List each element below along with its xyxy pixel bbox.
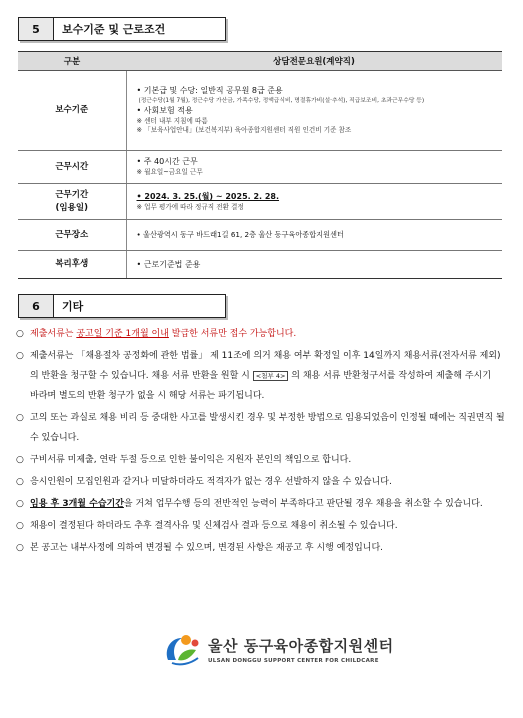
pay-note-guideline: ※ 「보육사업안내」(보건복지부) 육아종합지원센터 직원 인건비 기준 참조 [136,126,352,135]
column-header-position: 상담전문요원(계약직) [126,52,502,71]
circle-bullet-icon: ○ [16,499,24,509]
table-row-hours [18,151,502,184]
notice-item [16,408,506,448]
notice-4: 구비서류 미제출, 연락 두절 등으로 인한 불이익은 지원자 본인의 책임으로 합니다. [30,455,352,465]
period-note: ※ 업무 평가에 따라 정규직 전환 결정 [136,202,244,211]
notice-5: 응시인원이 모집인원과 같거나 미달하더라도 적격자가 없는 경우 선발하지 않을 수 있습니다. [30,477,392,487]
pay-base-salary: • 기본급 및 수당: 일반직 공무원 8급 준용 [136,86,283,96]
center-name-english: ULSAN DONGGU SUPPORT CENTER FOR CHILDCARE [208,657,379,664]
notice-1-c: 발급한 서류만 접수 가능합니다. [168,329,297,339]
table-row-welfare [18,251,502,279]
notice-item [16,494,506,514]
notice-item [16,516,506,536]
notice-item [16,346,506,406]
row-body-welfare: • 근로기준법 준용 [126,251,502,279]
circle-bullet-icon: ○ [16,543,24,553]
table-header-row [18,52,502,71]
conditions-table [18,51,502,279]
circle-bullet-icon: ○ [16,329,24,339]
row-label-period [18,184,126,220]
center-logo [162,630,394,668]
row-body-period [126,184,502,220]
row-body-place: • 울산광역시 동구 바드래1길 61, 2층 울산 동구육아종합지원센터 [126,220,502,251]
notice-3: 고의 또는 과실로 채용 비리 등 중대한 사고를 발생시킨 경우 및 부정한 방법으로 임용되었음이 인정될 때에는 직권면직 될 수 있습니다. [30,413,505,443]
hours-note: ※ 월요일~금요일 근무 [136,168,203,177]
table-row-period [18,184,502,220]
row-body-pay [126,71,502,151]
circle-bullet-icon: ○ [16,455,24,465]
circle-bullet-icon: ○ [16,351,24,361]
section-5-number: 5 [18,17,54,41]
row-label-place: 근무장소 [18,220,126,251]
table-row-place [18,220,502,251]
attachment-4-tag: <첨부 4> [253,371,289,381]
notice-6-b: 을 거쳐 업무수행 등의 전반적인 능력이 부족하다고 판단될 경우 채용을 취소할 수 있습니다. [123,499,483,509]
circle-bullet-icon: ○ [16,413,24,423]
notice-2-a: 제출서류는 「채용절차 공정화에 관한 법률」 제 11조에 의거 채용 여부 확정일 이후 14일까지 채용서류(전자서류 제외)의 반환을 청구할 수 있습니다. 채용 서류 반환을 원할 시 [30,351,501,381]
pay-social-insurance: • 사회보험 적용 [136,106,193,116]
section-6-header [18,294,226,318]
pay-allowances: (정근수당(1월 7월), 정근수당 가산금, 가족수당, 정액급식비, 명절휴가비(설·추석), 직급보조비, 초과근무수당 등) [138,97,425,104]
period-dates: • 2024. 3. 25.(월) ~ 2025. 2. 28. [136,191,280,201]
section-6-number: 6 [18,294,54,318]
notice-8: 본 공고는 내부사정에 의하여 변경될 수 있으며, 변경된 사항은 재공고 후 시행 예정입니다. [30,543,384,553]
notice-6-emphasis: 임용 후 3개월 수습기간 [30,499,124,509]
center-name: 울산 동구육아종합지원센터 [208,636,394,655]
period-label: 근무기간 [55,189,89,200]
table-row-pay [18,71,502,151]
circle-bullet-icon: ○ [16,477,24,487]
notice-1-a: 제출서류는 [30,329,77,339]
notice-list [16,324,506,560]
notice-item [16,324,506,344]
row-label-hours: 근무시간 [18,151,126,184]
period-label-sub: (임용일) [55,202,88,213]
pay-note-internal: ※ 센터 내부 지침에 따름 [136,116,208,125]
hours-weekly: • 주 40시간 근무 [136,157,198,167]
section-5-title: 보수기준 및 근로조건 [54,17,226,41]
notice-item [16,538,506,558]
section-5-header [18,17,226,41]
notice-7: 채용이 결정된다 하더라도 추후 결격사유 및 신체검사 결과 등으로 채용이 취소될 수 있습니다. [30,521,398,531]
row-label-pay: 보수기준 [18,71,126,151]
notice-item [16,472,506,492]
section-6-title: 기타 [54,294,226,318]
row-label-welfare: 복리후생 [18,251,126,279]
center-logo-icon [162,630,202,668]
circle-bullet-icon: ○ [16,521,24,531]
row-body-hours [126,151,502,184]
column-header-category: 구분 [18,52,126,71]
notice-2-b: 의 채용 서류 반환청구서를 작성하여 제출해 주시기 바라며 별도의 반환 청구가 없을 시 해당 서류는 파기됩니다. [30,371,492,401]
notice-1-emphasis: 공고일 기준 1개월 이내 [76,329,169,339]
notice-item [16,450,506,470]
